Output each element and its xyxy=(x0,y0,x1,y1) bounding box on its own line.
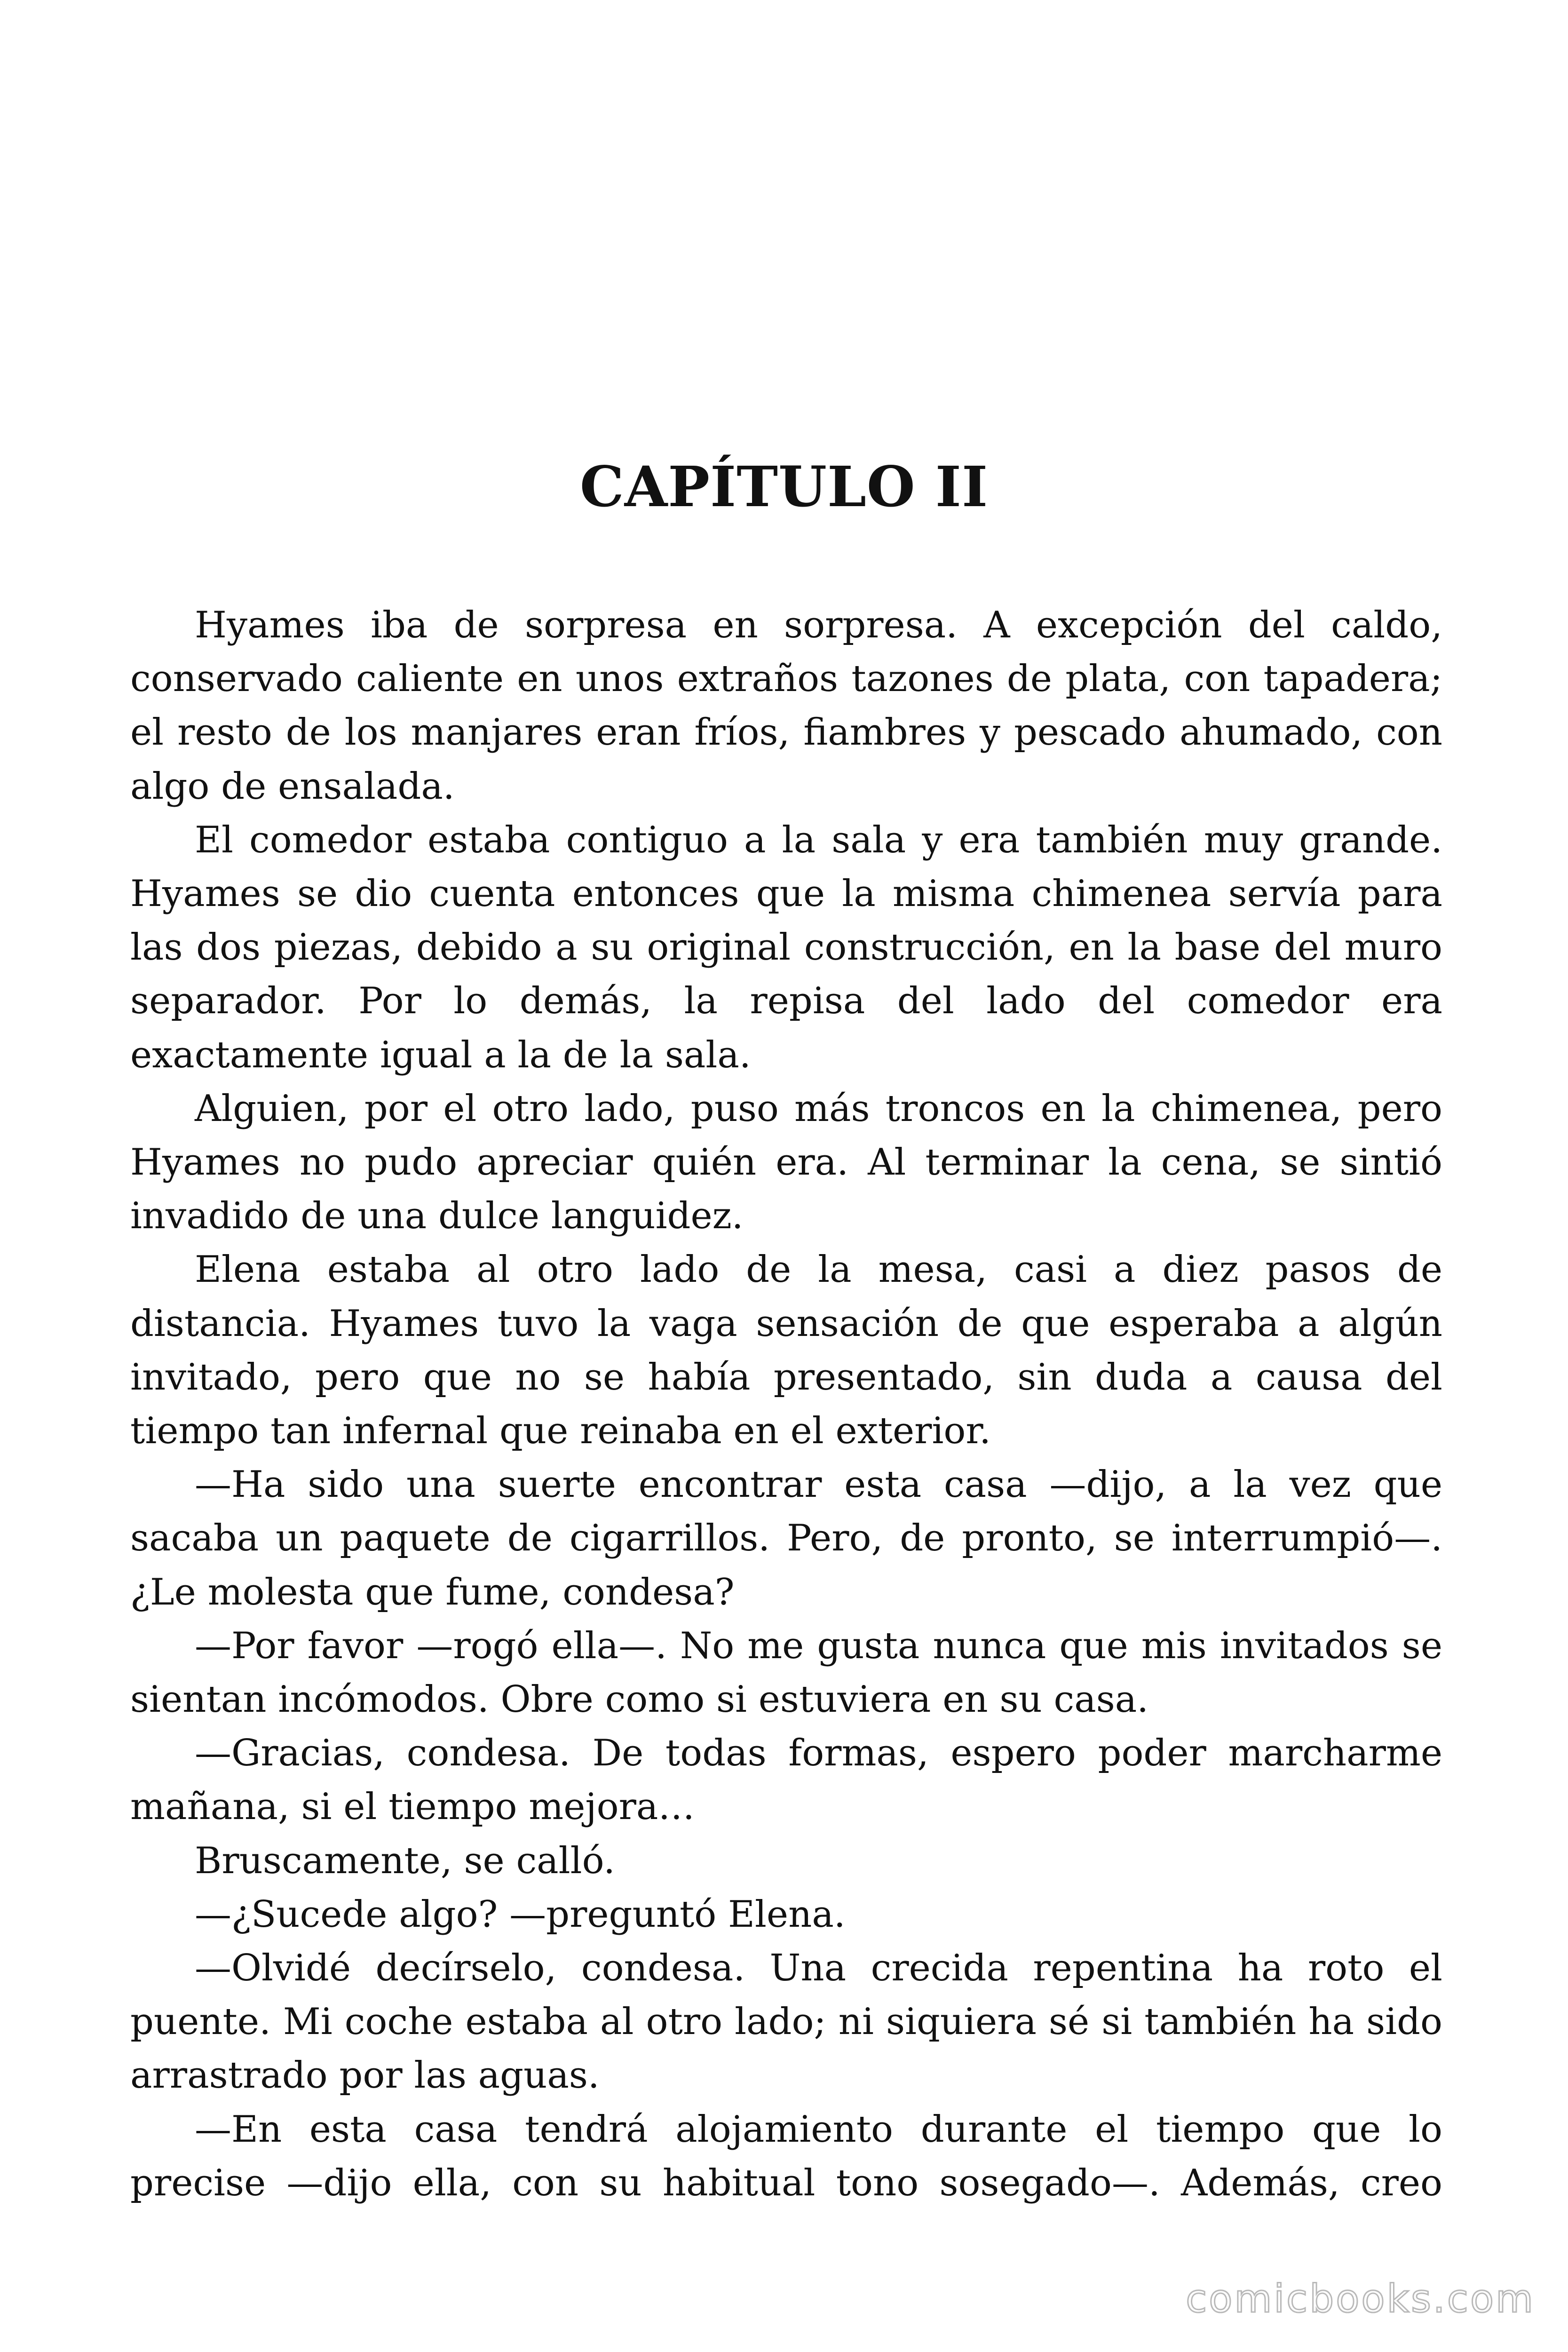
paragraph: Alguien, por el otro lado, puso más troncos en la chimenea, pero Hyames no pudo apreciar quién era. Al terminar la cena, se sintió invadido de una dulce languidez. xyxy=(130,1087,1442,1238)
paragraph: Hyames iba de sorpresa en sorpresa. A excepción del caldo, conservado caliente en unos extraños tazones de plata, con tapadera; el resto de los manjares eran fríos, fiambres y pescado ahumado, con algo de ensalada. xyxy=(130,604,1442,808)
paragraph: Elena estaba al otro lado de la mesa, casi a diez pasos de distancia. Hyames tuvo la vaga sensación de que esperaba a algún invitado, pero que no se había presentado, sin duda a causa del tiempo tan infernal que reinaba en el exterior. xyxy=(130,1248,1442,1453)
paragraph: Bruscamente, se calló. xyxy=(195,1839,615,1882)
paragraph: El comedor estaba contiguo a la sala y era también muy grande. Hyames se dio cuenta entonces que la misma chimenea servía para las dos piezas, debido a su original construcción, en la base del muro separador. Por lo demás, la repisa del lado del comedor era exactamente igual a la de la sala. xyxy=(130,818,1442,1076)
watermark-logo: comicbooks.com xyxy=(1186,2277,1535,2321)
paragraph: —Olvidé decírselo, condesa. Una crecida repentina ha roto el puente. Mi coche estaba al otro lado; ni siquiera sé si también ha sido arrastrado por las aguas. xyxy=(130,1947,1442,2097)
paragraph: —En esta casa tendrá alojamiento durante el tiempo que lo precise —dijo ella, con su habitual tono sosegado—. Además, creo xyxy=(130,2108,1442,2204)
chapter-title: CAPÍTULO II xyxy=(579,454,989,519)
paragraph: —¿Sucede algo? —preguntó Elena. xyxy=(195,1893,846,1936)
chapter-body xyxy=(130,598,1442,2210)
paragraph: —Por favor —rogó ella—. No me gusta nunca que mis invitados se sientan incómodos. Obre como si estuviera en su casa. xyxy=(130,1624,1442,1721)
paragraph: —Gracias, condesa. De todas formas, espero poder marcharme mañana, si el tiempo mejora… xyxy=(130,1732,1442,1828)
paragraph: —Ha sido una suerte encontrar esta casa —dijo, a la vez que sacaba un paquete de cigarrillos. Pero, de pronto, se interrumpió—. ¿Le molesta que fume, condesa? xyxy=(130,1463,1442,1613)
